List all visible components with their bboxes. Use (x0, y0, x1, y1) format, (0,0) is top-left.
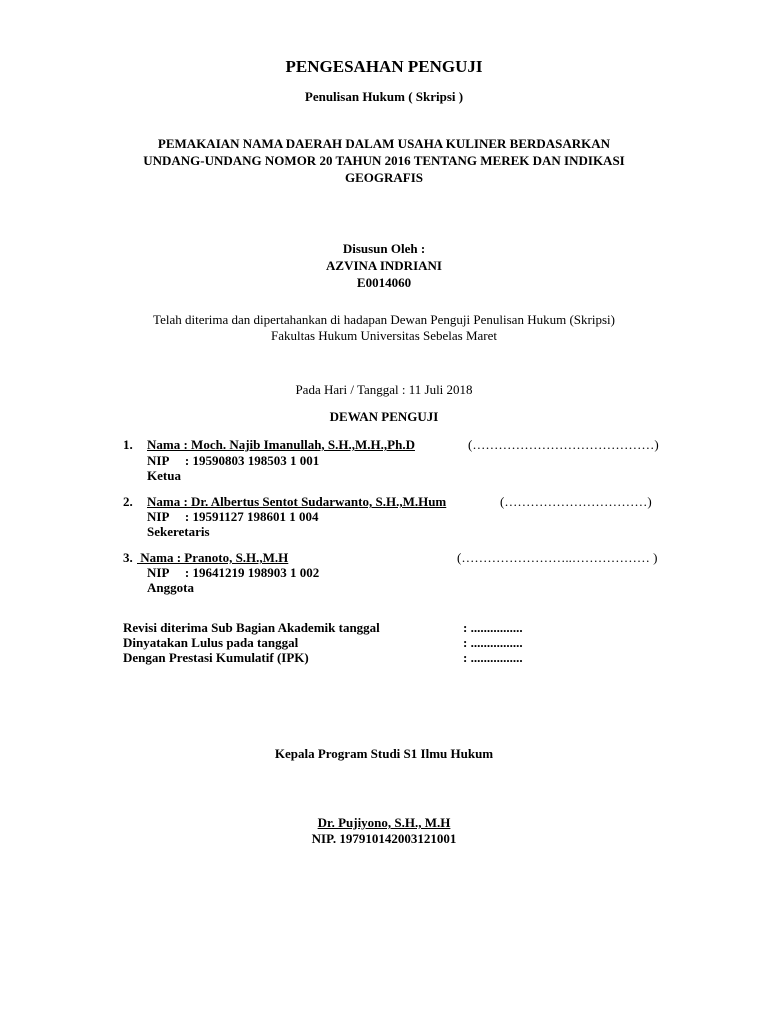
program-head-nip: NIP. 197910142003121001 (311, 831, 457, 846)
field-value: : ................ (463, 620, 523, 635)
examiner-name: Nama : Moch. Najib Imanullah, S.H.,M.H.,Ph.D (147, 437, 415, 452)
author-name: AZVINA INDRIANI (326, 258, 442, 273)
signature-line: (……………………………) (500, 494, 652, 509)
thesis-title-line: UNDANG-UNDANG NOMOR 20 TAHUN 2016 TENTANG MEREK DAN INDIKASI (143, 153, 625, 168)
examiner-role: Anggota (147, 580, 194, 595)
examiner-name: Nama : Pranoto, S.H.,M.H (137, 550, 289, 565)
examiner-nip: NIP : 19590803 198503 1 001 (147, 453, 320, 468)
examiner-number: 3. (123, 550, 133, 565)
page-subtitle: Penulisan Hukum ( Skripsi ) (304, 89, 464, 104)
thesis-title-line: PEMAKAIAN NAMA DAERAH DALAM USAHA KULINER BERDASARKAN (157, 136, 611, 151)
author-id: E0014060 (356, 275, 412, 290)
acceptance-line: Fakultas Hukum Universitas Sebelas Maret (270, 328, 497, 343)
program-head-name-text: Dr. Pujiyono, S.H., M.H (317, 815, 451, 830)
examiner-number: 1. (123, 437, 133, 452)
examiner-role: Sekeretaris (147, 524, 210, 539)
acceptance-statement (0, 312, 768, 344)
exam-date: Pada Hari / Tanggal : 11 Juli 2018 (295, 382, 473, 397)
examiner-number: 2. (123, 494, 133, 509)
board-title: DEWAN PENGUJI (329, 409, 439, 424)
examiner-role: Ketua (147, 468, 181, 483)
field-label: Revisi diterima Sub Bagian Akademik tanggal (123, 620, 380, 635)
program-head-name (0, 815, 768, 831)
author-block (0, 240, 768, 291)
signature-line: (……………………………………) (468, 437, 659, 452)
examiner-name: Nama : Dr. Albertus Sentot Sudarwanto, S.H.,M.Hum (147, 494, 447, 509)
acceptance-line: Telah diterima dan dipertahankan di hadapan Dewan Penguji Penulisan Hukum (Skripsi) (153, 312, 615, 327)
examiner-nip: NIP : 19591127 198601 1 004 (147, 509, 319, 524)
field-value: : ................ (463, 635, 523, 650)
program-head-title: Kepala Program Studi S1 Ilmu Hukum (274, 746, 494, 761)
field-value: : ................ (463, 650, 523, 665)
field-label: Dinyatakan Lulus pada tanggal (123, 635, 299, 650)
field-label: Dengan Prestasi Kumulatif (IPK) (123, 650, 309, 665)
page-title: PENGESAHAN PENGUJI (285, 57, 483, 76)
examiner-nip: NIP : 19641219 198903 1 002 (147, 565, 320, 580)
thesis-title-line: GEOGRAFIS (344, 170, 423, 185)
author-label: Disusun Oleh : (342, 241, 426, 256)
thesis-title (0, 135, 768, 186)
signature-line: (……………………..……………… ) (457, 550, 658, 565)
